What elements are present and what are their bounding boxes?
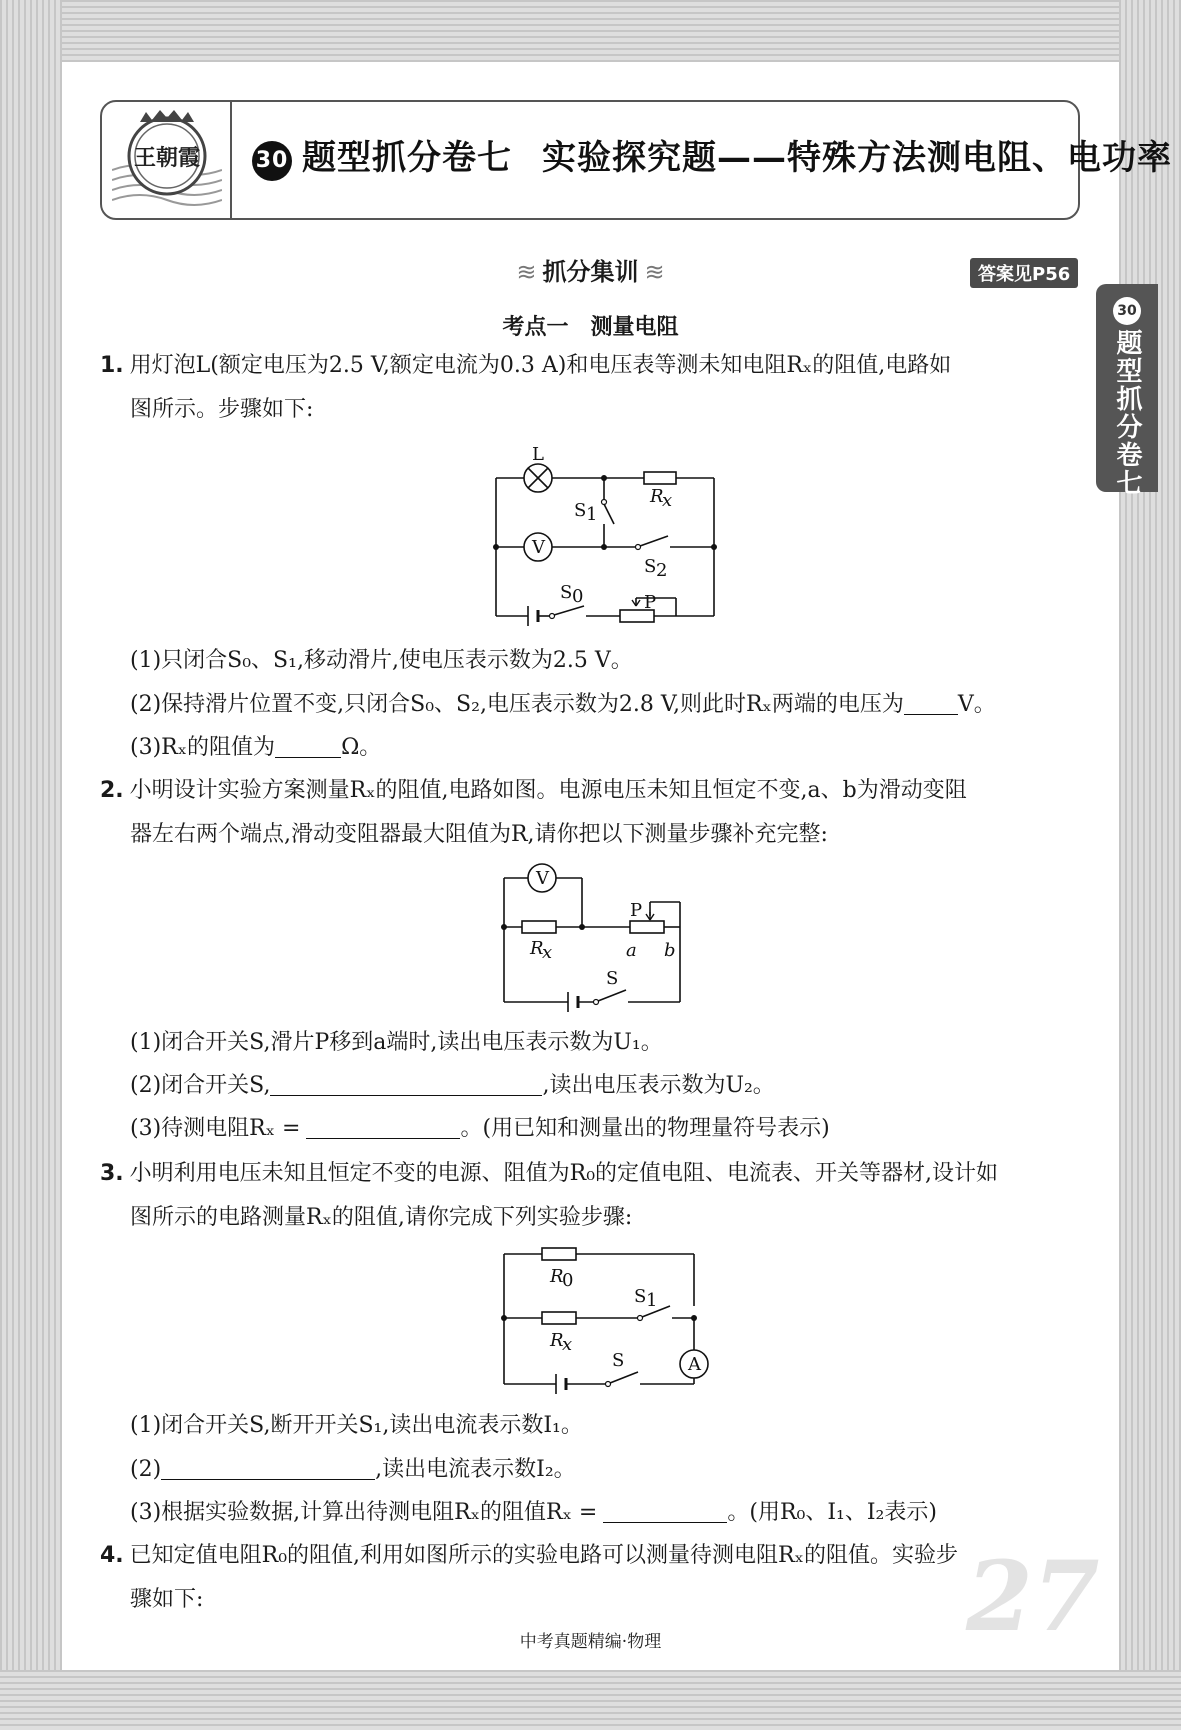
q3-step3-text: (3)根据实验数据,计算出待测电阻Rₓ的阻值Rₓ = (130, 1500, 598, 1525)
resistor-rx-icon (522, 921, 556, 933)
page-title (252, 130, 1172, 181)
q2-circuit-diagram (500, 866, 690, 1006)
svg-text:A: A (688, 1354, 701, 1375)
q1-circuit-diagram (490, 440, 720, 620)
q2-step3-text: (3)待测电阻Rₓ = (130, 1116, 301, 1141)
q2-answer-blank-step[interactable] (270, 1073, 542, 1096)
q1-step3 (130, 733, 381, 763)
resistor-rx-icon (644, 472, 676, 484)
q2-answer-blank-formula[interactable] (306, 1116, 460, 1139)
svg-text:S: S (606, 968, 619, 989)
publisher-logo (112, 108, 222, 214)
q3-step2 (130, 1455, 576, 1485)
q3-number: 3. (100, 1161, 124, 1186)
wave-icon: ≋ (644, 258, 665, 286)
svg-text:R: R (530, 938, 544, 959)
svg-text:V: V (532, 537, 545, 558)
page-number: 27 (966, 1540, 1100, 1653)
q1-step1: (1)只闭合S₀、S₁,移动滑片,使电压表示数为2.5 V。 (130, 648, 633, 673)
q3-step1: (1)闭合开关S,断开开关S₁,读出电流表示数I₁。 (130, 1413, 583, 1438)
svg-text:S: S (644, 556, 657, 577)
q2-number: 2. (100, 778, 124, 803)
svg-text:P: P (630, 900, 643, 921)
resistor-r0-icon (542, 1248, 576, 1260)
svg-text:R: R (650, 486, 664, 507)
q4-line1 (100, 1541, 958, 1571)
svg-text:1: 1 (586, 504, 598, 525)
switch-s2-icon (640, 536, 668, 546)
answer-reference-badge: 答案见P56 (970, 258, 1078, 288)
svg-text:2: 2 (656, 560, 668, 581)
q1-step3-text: (3)Rₓ的阻值为 (130, 735, 276, 760)
svg-text:x: x (542, 942, 553, 963)
q2-step1: (1)闭合开关S,滑片P移到a端时,读出电压表示数为U₁。 (130, 1030, 663, 1055)
svg-text:1: 1 (646, 1290, 658, 1311)
svg-text:R: R (550, 1330, 564, 1351)
side-tab-label: 题型抓分卷七 (1112, 329, 1142, 497)
q3-answer-blank-step[interactable] (161, 1457, 375, 1480)
q2-text-1: 小明设计实验方案测量Rₓ的阻值,电路如图。电源电压未知且恒定不变,a、b为滑动变阻 (129, 778, 967, 803)
q4-line2: 骤如下: (130, 1587, 204, 1612)
svg-text:S: S (612, 1350, 625, 1371)
switch-s-icon (598, 990, 626, 1001)
section-title: 抓分集训 (542, 258, 639, 286)
q2-step2-text: (2)闭合开关S, (130, 1073, 271, 1098)
q1-step3-unit: Ω。 (341, 735, 382, 760)
q3-step2-tail: ,读出电流表示数I₂。 (375, 1457, 576, 1482)
svg-text:b: b (664, 940, 676, 961)
q2-step3-tail: 。(用已知和测量出的物理量符号表示) (460, 1116, 830, 1141)
q1-number: 1. (100, 353, 124, 378)
svg-text:0: 0 (572, 586, 584, 607)
q2-step2 (130, 1071, 775, 1101)
q3-answer-blank-formula[interactable] (603, 1500, 727, 1523)
q3-step3 (130, 1498, 937, 1528)
page-footer: 中考真题精编·物理 (519, 1632, 662, 1652)
q2-step2-tail: ,读出电压表示数为U₂。 (542, 1073, 775, 1098)
svg-text:V: V (536, 868, 549, 889)
svg-text:S: S (574, 500, 587, 521)
q2-step3 (130, 1114, 830, 1144)
svg-text:R: R (550, 1266, 564, 1287)
q1-step2-unit: V。 (957, 692, 996, 717)
q1-step2 (130, 690, 996, 720)
q3-line2: 图所示的电路测量Rₓ的阻值,请你完成下列实验步骤: (130, 1205, 633, 1230)
svg-text:P: P (644, 592, 657, 613)
resistor-rx-icon (542, 1312, 576, 1324)
svg-text:S: S (560, 582, 573, 603)
switch-s0-icon (554, 606, 584, 615)
q3-line1 (100, 1159, 998, 1189)
q1-text-1: 用灯泡L(额定电压为2.5 V,额定电流为0.3 A)和电压表等测未知电阻Rₓ的阻值,电路如 (129, 353, 952, 378)
switch-s-icon (610, 1372, 638, 1383)
wave-icon: ≋ (516, 258, 537, 286)
svg-text:S: S (634, 1286, 647, 1307)
q4-number: 4. (100, 1543, 124, 1568)
switch-s1-icon (604, 504, 614, 524)
page-edge-bottom (0, 1670, 1181, 1730)
topic-heading: 考点一 测量电阻 (502, 315, 679, 340)
q1-answer-blank-voltage[interactable] (904, 692, 958, 715)
title-main: 题型抓分卷七 (302, 138, 512, 178)
svg-text:a: a (626, 940, 637, 961)
q3-step3-tail: 。(用R₀、I₁、I₂表示) (727, 1500, 937, 1525)
page-edge-top (0, 0, 1181, 62)
svg-text:0: 0 (562, 1270, 574, 1291)
q1-line2: 图所示。步骤如下: (130, 397, 314, 422)
title-subtitle: 实验探究题——特殊方法测电阻、电功率 (542, 138, 1172, 178)
svg-text:x: x (662, 490, 673, 511)
q2-line2: 器左右两个端点,滑动变阻器最大阻值为R,请你把以下测量步骤补充完整: (130, 822, 828, 847)
rheostat-icon (630, 921, 664, 933)
q3-step2-text: (2) (130, 1457, 162, 1482)
title-number-badge: 30 (252, 141, 292, 181)
side-tab-badge: 30 (1113, 297, 1141, 325)
q2-line1 (100, 776, 967, 806)
svg-text:x: x (562, 1334, 573, 1355)
header-banner (100, 100, 1172, 220)
svg-text:王朝霞: 王朝霞 (133, 145, 201, 171)
q1-step2-text: (2)保持滑片位置不变,只闭合S₀、S₂,电压表示数为2.8 V,则此时Rₓ两端的电压为 (130, 692, 904, 717)
q1-answer-blank-resistance[interactable] (275, 735, 341, 758)
header-divider (230, 102, 232, 218)
q4-text-1: 已知定值电阻R₀的阻值,利用如图所示的实验电路可以测量待测电阻Rₓ的阻值。实验步 (129, 1543, 958, 1568)
svg-text:L: L (532, 444, 544, 465)
q3-text-1: 小明利用电压未知且恒定不变的电源、阻值为R₀的定值电阻、电流表、开关等器材,设计如 (129, 1161, 999, 1186)
q3-circuit-diagram (500, 1244, 720, 1394)
q1-line1 (100, 351, 951, 381)
